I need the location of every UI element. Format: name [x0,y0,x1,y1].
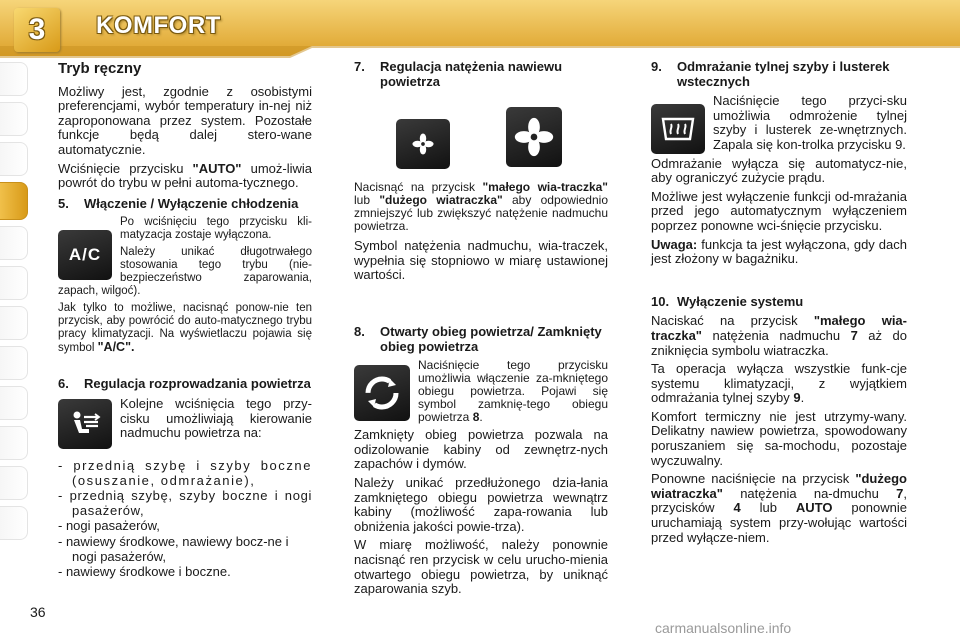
page-number: 36 [30,604,46,620]
side-tab[interactable] [0,426,28,460]
side-tab[interactable] [0,142,28,176]
fan-buttons [354,105,608,171]
rear-defrost-icon [651,104,705,154]
paragraph: Komfort termiczny nie jest utrzymy-wany. Delikatny nawiew powietrza, spowodowany poruszaniem się sa-mochodu, pozostaje wyczuwalny. [651,408,907,468]
ac-button-icon: A/C [58,230,112,280]
side-tab[interactable] [0,506,28,540]
side-tab[interactable] [0,102,28,136]
paragraph: Jak tylko to możliwe, nacisnąć ponow-nie ten przycisk, aby powrócić do auto-matycznego trybu pracy klimatyzacji. Na wyświetlaczu pojawia się symbol "A/C". [58,302,312,355]
list-item: - przednią szybę i szyby boczne (osuszanie, odmrażanie), [58,459,312,488]
distribution-list [58,459,312,580]
chapter-number-badge: 3 [14,8,60,52]
side-tab-active[interactable] [0,182,28,220]
column-right [651,60,907,549]
recirculation-icon [354,365,410,421]
side-tab[interactable] [0,346,28,380]
paragraph: Symbol natężenia nadmuchu, wia-traczek, wypełnia się stopniowo w miarę ustawionej wartości. [354,238,608,283]
paragraph: Uwaga: funkcja ta jest wyłączona, gdy dach jest złożony w bagażniku. [651,236,907,267]
air-distribution-icon [58,399,112,449]
side-tab[interactable] [0,226,28,260]
section-heading-5: 5. Włączenie / Wyłączenie chłodzenia [58,195,299,211]
paragraph: W miarę możliwość, należy ponownie nacisnąć ren przycisk w celu urucho-mienia otwartego obiegu powietrza, by uniknąć zaparowania szyb. [354,537,608,597]
section-heading-10: 10. Wyłączenie systemu [651,293,804,309]
list-item: - nogi pasażerów, [58,519,312,534]
section-heading-9: 9. Odmrażanie tylnej szyby i lusterek wstecznych [651,59,890,89]
side-tab[interactable] [0,266,28,300]
chapter-title: KOMFORT [96,12,221,39]
paragraph: Wciśnięcie przycisku "AUTO" umoż-liwia powrót do trybu w pełni automa-tycznego. [58,160,312,191]
paragraph: Ponowne naciśnięcie na przycisk "dużego wiatraczka" natężenia na-dmuchu 7, przycisków 4 lub AUTO ponownie uruchamiają system przy-wołując wartości przed wyłącze-niem. [651,471,907,545]
section-heading-7: 7. Regulacja natężenia nawiewu powietrza [354,59,563,89]
paragraph: Zamknięty obieg powietrza pozwala na odizolowanie kabiny od zewnętrz-nych zapachów i dymów. [354,427,608,472]
section-heading-6: 6. Regulacja rozprowadzania powietrza [58,376,311,392]
side-tab[interactable] [0,62,28,96]
paragraph: Możliwe jest wyłączenie funkcji od-mrażania przed jego automatycznym wyłączeniem poprzez ponowne wci-śnięcie przycisku. [651,188,907,233]
paragraph: Naciskać na przycisk "małego wia-traczka" natężenia nadmuchu 7 aż do zniknięcia symbolu wiatraczka. [651,313,907,358]
section-heading-8: 8. Otwarty obieg powietrza/ Zamknięty obieg powietrza [354,323,602,354]
small-fan-icon [396,119,450,169]
list-item: - nawiewy środkowe, nawiewy bocz-ne i nogi pasażerów, [58,535,312,564]
side-tab[interactable] [0,386,28,420]
column-left [58,60,312,581]
ac-block [58,216,312,302]
list-item: - przednią szybę, szyby boczne i nogi pasażerów, [58,489,312,518]
paragraph: Naciśnięcie tego przyci-sku umożliwia odmrożenie tylnej szyby i lusterek ze-wnętrznych. Zapala się kon-trolka przycisku 9. [713,94,907,152]
paragraph: Należy unikać długotrwałego stosowania tego trybu (nie-bezpieczeństwo zaparowania, zapach, wilgoć). [58,246,312,298]
column-middle [354,60,608,601]
paragraph: Nacisnąć na przycisk "małego wia-traczka" lub "dużego wiatraczka" aby odpowiednio zmniejszyć lub zwiększyć natężenie nadmuchu powietrza. [354,180,608,234]
recirculation-block [354,359,608,428]
header-bar [0,0,960,58]
paragraph: Odmrażanie wyłącza się automatycz-nie, aby ograniczyć zużycie prądu. [651,155,907,186]
paragraph: Kolejne wciśnięcia tego przy-cisku umożliwiają kierowanie nadmuchu powietrza na: [120,396,312,441]
paragraph: Należy unikać przedłużonego dzia-łania zamkniętego obiegu powietrza wewnątrz kabiny (możliwość zapa-rowania lub obniżenia jakości powie-trza). [354,474,608,534]
paragraph: Po wciśnięciu tego przycisku kli-matyzacja zostaje wyłączona. [120,216,312,242]
large-fan-icon [506,107,562,167]
side-tab[interactable] [0,306,28,340]
rear-defrost-block [651,94,907,156]
air-distribution-block [58,397,312,451]
side-tab[interactable] [0,466,28,500]
paragraph: Możliwy jest, zgodnie z osobistymi preferencjami, wybór temperatury in-nej niż zaproponowana przez system. Pozostałe funkcje będą dalej stero-wane automatycznie. [58,83,312,157]
section-title: Tryb ręczny [58,60,142,77]
paragraph: Ta operacja wyłącza wszystkie funk-cje systemu klimatyzacji, z wyjątkiem odmrażania tylnej szyby 9. [651,361,907,406]
watermark: carmanualsonline.info [655,620,792,636]
paragraph: Naciśnięcie tego przycisku umożliwia włączenie za-mkniętego obiegu powietrza. Pojawi się symbol zamknię-tego obiegu powietrza 8. [418,359,608,425]
list-item: - nawiewy środkowe i boczne. [58,565,312,580]
